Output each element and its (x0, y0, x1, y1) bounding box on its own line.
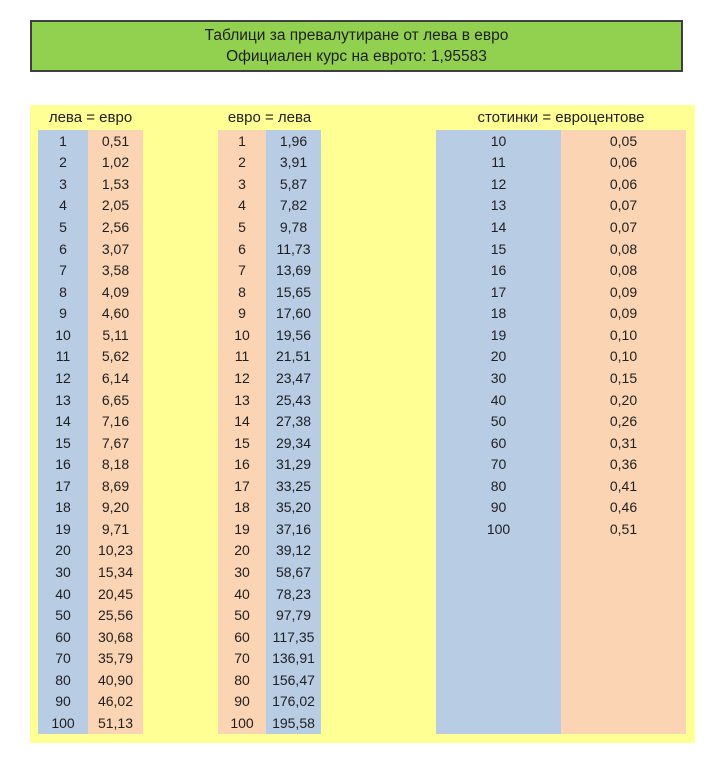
table-row (218, 648, 321, 670)
table-row (218, 669, 321, 691)
conversion-panel (30, 105, 695, 743)
converted-value-cell: 9,78 (266, 216, 321, 238)
table-row (218, 583, 321, 605)
amount-cell: 90 (38, 691, 88, 713)
table-row (218, 303, 321, 325)
converted-value-cell: 0,06 (561, 173, 686, 195)
table-row (218, 281, 321, 303)
converted-value-cell: 20,45 (88, 583, 143, 605)
table-rows-leva-to-euro (38, 130, 143, 734)
converted-value-cell: 117,35 (266, 626, 321, 648)
converted-value-cell: 2,56 (88, 216, 143, 238)
title-banner (30, 20, 683, 72)
amount-cell: 2 (218, 152, 266, 174)
converted-value-cell: 176,02 (266, 691, 321, 713)
converted-value-cell: 11,73 (266, 238, 321, 260)
amount-cell: 15 (436, 238, 561, 260)
amount-cell: 4 (38, 195, 88, 217)
converted-value-cell: 9,71 (88, 518, 143, 540)
amount-cell: 12 (436, 173, 561, 195)
table-row (436, 367, 686, 389)
converted-value-cell: 8,18 (88, 453, 143, 475)
table-row (436, 324, 686, 346)
table-row (218, 497, 321, 519)
amount-cell: 16 (38, 453, 88, 475)
table-row (38, 410, 143, 432)
converted-value-cell: 27,38 (266, 410, 321, 432)
amount-cell: 80 (38, 669, 88, 691)
table-row (218, 626, 321, 648)
converted-value-cell: 33,25 (266, 475, 321, 497)
converted-value-cell: 6,65 (88, 389, 143, 411)
table-title-euro-to-leva: евро = лева (227, 109, 312, 126)
table-stotinki-to-eurocents (436, 105, 686, 734)
table-row (436, 475, 686, 497)
table-row (38, 691, 143, 713)
table-row (218, 195, 321, 217)
table-row (436, 518, 686, 540)
converted-value-cell: 10,23 (88, 540, 143, 562)
converted-value-cell: 0,51 (88, 130, 143, 152)
converted-value-cell: 0,51 (561, 518, 686, 540)
amount-cell: 13 (436, 195, 561, 217)
converted-value-cell: 21,51 (266, 346, 321, 368)
converted-value-cell: 5,62 (88, 346, 143, 368)
converted-value-cell: 0,09 (561, 281, 686, 303)
table-row (38, 432, 143, 454)
converted-value-cell: 0,07 (561, 216, 686, 238)
converted-value-cell: 5,11 (88, 324, 143, 346)
converted-value-cell: 0,08 (561, 238, 686, 260)
table-row (218, 367, 321, 389)
converted-value-cell: 15,34 (88, 561, 143, 583)
empty-column-filler (436, 540, 686, 734)
table-row (218, 475, 321, 497)
amount-cell: 5 (218, 216, 266, 238)
table-row (38, 626, 143, 648)
banner-title: Таблици за превалутиране от лева в евро (204, 27, 509, 44)
amount-cell: 15 (38, 432, 88, 454)
table-title-stotinki-to-eurocents: стотинки = евроцентове (477, 109, 645, 126)
amount-cell: 100 (38, 712, 88, 734)
table-row (436, 410, 686, 432)
converted-value-cell: 6,14 (88, 367, 143, 389)
amount-cell: 17 (218, 475, 266, 497)
amount-cell: 20 (218, 540, 266, 562)
empty-cell (561, 540, 686, 734)
table-row (218, 346, 321, 368)
table-row (38, 324, 143, 346)
converted-value-cell: 78,23 (266, 583, 321, 605)
amount-cell: 17 (38, 475, 88, 497)
converted-value-cell: 19,56 (266, 324, 321, 346)
table-row (38, 475, 143, 497)
amount-cell: 9 (218, 303, 266, 325)
converted-value-cell: 0,26 (561, 410, 686, 432)
amount-cell: 8 (38, 281, 88, 303)
converted-value-cell: 3,07 (88, 238, 143, 260)
converted-value-cell: 30,68 (88, 626, 143, 648)
amount-cell: 12 (38, 367, 88, 389)
converted-value-cell: 9,20 (88, 497, 143, 519)
converted-value-cell: 1,02 (88, 152, 143, 174)
amount-cell: 50 (436, 410, 561, 432)
table-row (38, 712, 143, 734)
table-row (436, 216, 686, 238)
table-row (38, 130, 143, 152)
converted-value-cell: 7,67 (88, 432, 143, 454)
table-rows-stotinki-to-eurocents (436, 130, 686, 734)
table-row (436, 497, 686, 519)
empty-cell (436, 540, 561, 734)
table-row (436, 259, 686, 281)
amount-cell: 18 (436, 303, 561, 325)
amount-cell: 1 (38, 130, 88, 152)
converted-value-cell: 97,79 (266, 604, 321, 626)
table-row (218, 453, 321, 475)
amount-cell: 11 (436, 152, 561, 174)
table-row (38, 669, 143, 691)
amount-cell: 17 (436, 281, 561, 303)
converted-value-cell: 0,36 (561, 453, 686, 475)
converted-value-cell: 23,47 (266, 367, 321, 389)
table-row (38, 453, 143, 475)
table-row (38, 583, 143, 605)
amount-cell: 13 (218, 389, 266, 411)
converted-value-cell: 7,16 (88, 410, 143, 432)
amount-cell: 80 (218, 669, 266, 691)
amount-cell: 16 (218, 453, 266, 475)
table-row (436, 152, 686, 174)
amount-cell: 11 (38, 346, 88, 368)
amount-cell: 19 (436, 324, 561, 346)
amount-cell: 5 (38, 216, 88, 238)
table-leva-to-euro (38, 105, 143, 734)
table-row (436, 195, 686, 217)
table-euro-to-leva (218, 105, 321, 734)
converted-value-cell: 195,58 (266, 712, 321, 734)
amount-cell: 70 (218, 648, 266, 670)
table-row (218, 432, 321, 454)
amount-cell: 30 (436, 367, 561, 389)
amount-cell: 70 (436, 453, 561, 475)
table-row (436, 346, 686, 368)
amount-cell: 4 (218, 195, 266, 217)
table-row (436, 432, 686, 454)
converted-value-cell: 0,10 (561, 346, 686, 368)
amount-cell: 16 (436, 259, 561, 281)
amount-cell: 40 (218, 583, 266, 605)
converted-value-cell: 1,53 (88, 173, 143, 195)
converted-value-cell: 25,56 (88, 604, 143, 626)
converted-value-cell: 40,90 (88, 669, 143, 691)
converted-value-cell: 4,09 (88, 281, 143, 303)
amount-cell: 3 (218, 173, 266, 195)
converted-value-cell: 0,07 (561, 195, 686, 217)
converted-value-cell: 3,58 (88, 259, 143, 281)
table-row (436, 453, 686, 475)
amount-cell: 50 (218, 604, 266, 626)
converted-value-cell: 0,06 (561, 152, 686, 174)
converted-value-cell: 136,91 (266, 648, 321, 670)
converted-value-cell: 37,16 (266, 518, 321, 540)
banner-official-rate: Официален курс на еврото: 1,95583 (226, 48, 487, 65)
amount-cell: 14 (218, 410, 266, 432)
table-row (218, 152, 321, 174)
table-row (218, 259, 321, 281)
converted-value-cell: 3,91 (266, 152, 321, 174)
table-row (38, 367, 143, 389)
converted-value-cell: 5,87 (266, 173, 321, 195)
table-row (218, 324, 321, 346)
converted-value-cell: 51,13 (88, 712, 143, 734)
table-row (218, 712, 321, 734)
converted-value-cell: 35,79 (88, 648, 143, 670)
table-row (218, 518, 321, 540)
converted-value-cell: 13,69 (266, 259, 321, 281)
table-row (218, 216, 321, 238)
amount-cell: 7 (38, 259, 88, 281)
table-row (218, 389, 321, 411)
table-row (38, 518, 143, 540)
table-row (436, 173, 686, 195)
amount-cell: 30 (38, 561, 88, 583)
converted-value-cell: 0,10 (561, 324, 686, 346)
amount-cell: 8 (218, 281, 266, 303)
table-row (218, 173, 321, 195)
amount-cell: 1 (218, 130, 266, 152)
amount-cell: 100 (436, 518, 561, 540)
amount-cell: 10 (436, 130, 561, 152)
converted-value-cell: 0,09 (561, 303, 686, 325)
converted-value-cell: 0,41 (561, 475, 686, 497)
converted-value-cell: 31,29 (266, 453, 321, 475)
amount-cell: 40 (436, 389, 561, 411)
table-row (38, 346, 143, 368)
table-row (218, 561, 321, 583)
table-row (38, 216, 143, 238)
amount-cell: 100 (218, 712, 266, 734)
converted-value-cell: 58,67 (266, 561, 321, 583)
table-title-leva-to-euro: лева = евро (48, 109, 133, 126)
amount-cell: 10 (218, 324, 266, 346)
converted-value-cell: 0,31 (561, 432, 686, 454)
table-row (218, 130, 321, 152)
converted-value-cell: 4,60 (88, 303, 143, 325)
amount-cell: 9 (38, 303, 88, 325)
converted-value-cell: 17,60 (266, 303, 321, 325)
converted-value-cell: 29,34 (266, 432, 321, 454)
table-row (38, 173, 143, 195)
amount-cell: 7 (218, 259, 266, 281)
amount-cell: 19 (38, 518, 88, 540)
amount-cell: 18 (218, 497, 266, 519)
amount-cell: 6 (218, 238, 266, 260)
converted-value-cell: 0,05 (561, 130, 686, 152)
table-row (436, 303, 686, 325)
converted-value-cell: 2,05 (88, 195, 143, 217)
amount-cell: 15 (218, 432, 266, 454)
table-row (38, 389, 143, 411)
table-row (218, 410, 321, 432)
table-row (38, 540, 143, 562)
amount-cell: 14 (38, 410, 88, 432)
amount-cell: 90 (218, 691, 266, 713)
amount-cell: 13 (38, 389, 88, 411)
table-rows-euro-to-leva (218, 130, 321, 734)
amount-cell: 14 (436, 216, 561, 238)
table-row (38, 648, 143, 670)
amount-cell: 70 (38, 648, 88, 670)
table-row (38, 561, 143, 583)
amount-cell: 80 (436, 475, 561, 497)
converted-value-cell: 1,96 (266, 130, 321, 152)
table-row (436, 389, 686, 411)
converted-value-cell: 8,69 (88, 475, 143, 497)
amount-cell: 90 (436, 497, 561, 519)
table-row (38, 238, 143, 260)
table-row (218, 691, 321, 713)
table-row (218, 238, 321, 260)
amount-cell: 60 (218, 626, 266, 648)
table-row (436, 281, 686, 303)
table-row (38, 152, 143, 174)
amount-cell: 20 (38, 540, 88, 562)
amount-cell: 2 (38, 152, 88, 174)
converted-value-cell: 156,47 (266, 669, 321, 691)
amount-cell: 20 (436, 346, 561, 368)
table-row (218, 540, 321, 562)
amount-cell: 10 (38, 324, 88, 346)
amount-cell: 60 (436, 432, 561, 454)
table-row (38, 259, 143, 281)
amount-cell: 18 (38, 497, 88, 519)
table-row (38, 303, 143, 325)
table-row (38, 195, 143, 217)
converted-value-cell: 46,02 (88, 691, 143, 713)
amount-cell: 40 (38, 583, 88, 605)
amount-cell: 50 (38, 604, 88, 626)
table-row (38, 281, 143, 303)
converted-value-cell: 39,12 (266, 540, 321, 562)
table-row (38, 497, 143, 519)
table-row (38, 604, 143, 626)
amount-cell: 12 (218, 367, 266, 389)
amount-cell: 30 (218, 561, 266, 583)
converted-value-cell: 0,20 (561, 389, 686, 411)
converted-value-cell: 35,20 (266, 497, 321, 519)
converted-value-cell: 15,65 (266, 281, 321, 303)
table-row (436, 130, 686, 152)
amount-cell: 60 (38, 626, 88, 648)
table-row (218, 604, 321, 626)
converted-value-cell: 7,82 (266, 195, 321, 217)
table-row (436, 238, 686, 260)
amount-cell: 6 (38, 238, 88, 260)
amount-cell: 3 (38, 173, 88, 195)
amount-cell: 11 (218, 346, 266, 368)
converted-value-cell: 0,46 (561, 497, 686, 519)
amount-cell: 19 (218, 518, 266, 540)
converted-value-cell: 25,43 (266, 389, 321, 411)
converted-value-cell: 0,15 (561, 367, 686, 389)
converted-value-cell: 0,08 (561, 259, 686, 281)
